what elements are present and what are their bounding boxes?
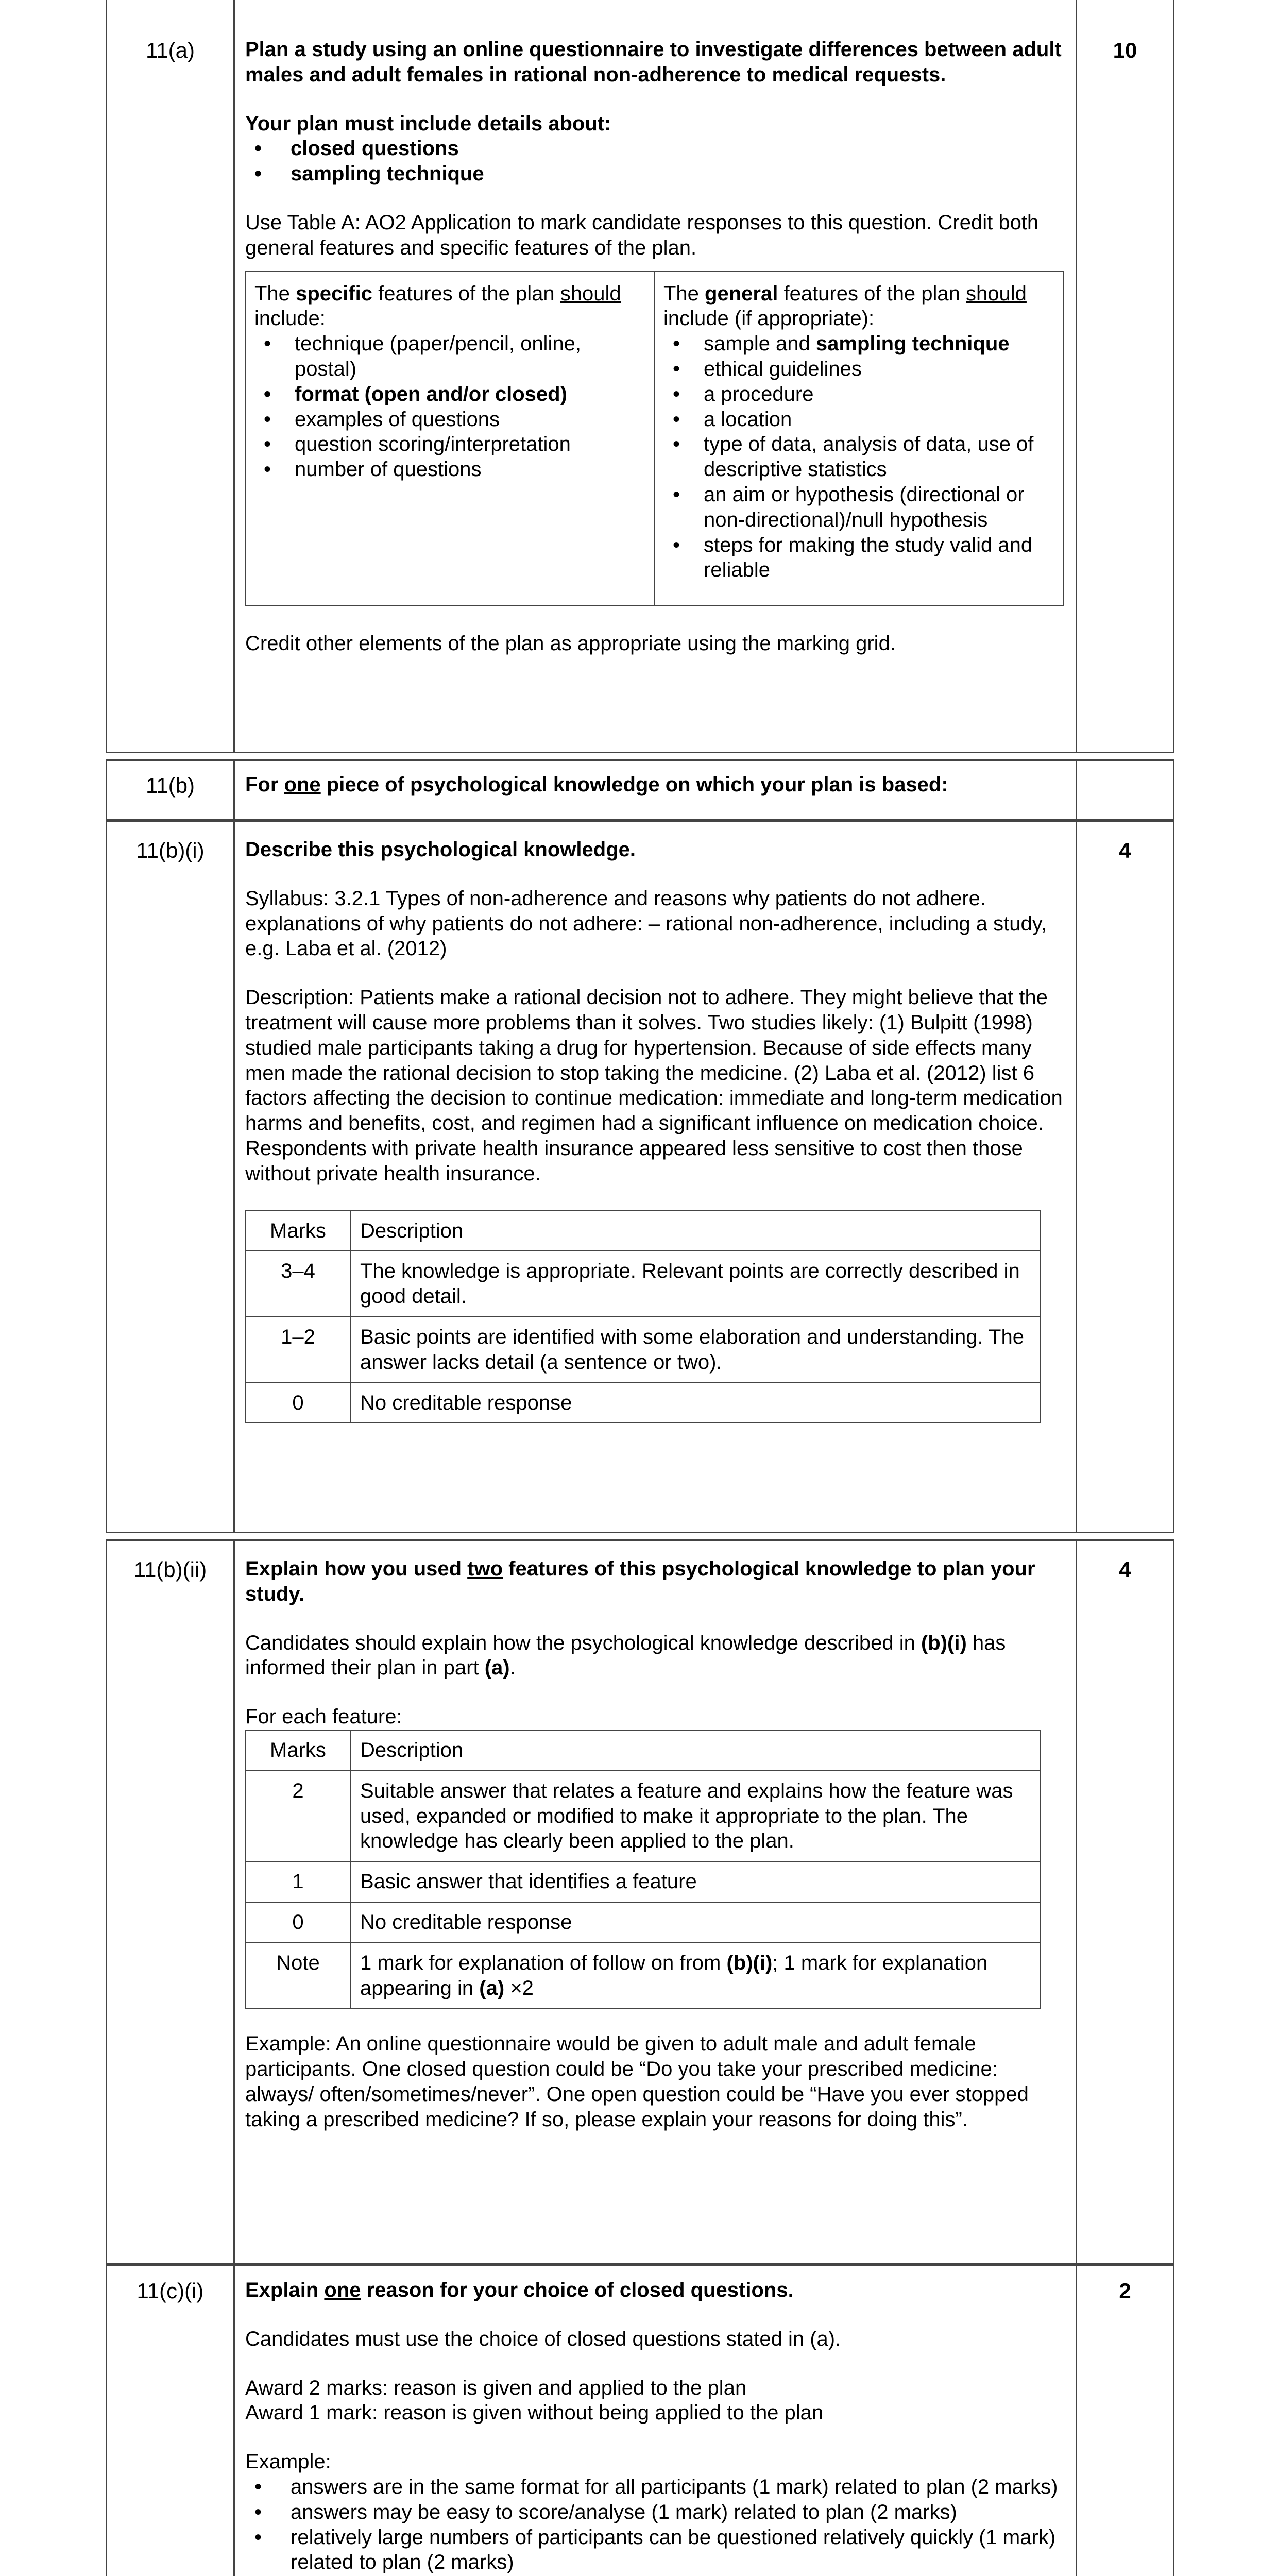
award-1-text: Award 1 mark: reason is given without being applied to the plan (245, 2401, 824, 2425)
list-item: • answers may be easy to score/analyse (1 mark) related to plan (2 marks) (245, 2500, 1064, 2525)
candidates-instruction: Candidates should explain how the psychological knowledge described in (b)(i) has informed their plan in part (a). (245, 1631, 1006, 1680)
question-number: 11(b)(ii) (133, 1557, 207, 1582)
list-item: • sample and sampling technique (663, 331, 1055, 357)
question-title: Describe this psychological knowledge. (245, 838, 636, 861)
features-table (245, 271, 1064, 607)
question-title: For one piece of psychological knowledge on which your plan is based: (245, 773, 948, 796)
example-list (245, 2475, 1064, 2575)
list-item: • question scoring/interpretation (254, 432, 646, 457)
table-row: 1 Basic answer that identifies a feature (246, 1861, 1041, 1902)
marks-table: Marks Description 2 Suitable answer that relates a feature and explains how the feature was used, expanded or modified to make it appropriate to the plan. The knowledge has clearly been applied to the plan. 1 Basic answer that identifies a feature 0 No creditable response Note 1 mark for explanation of follow on from (b)(i); 1 mark for explanation appearing in (a) ×2 (245, 1730, 1041, 2009)
table-row: 2 Suitable answer that relates a feature and explains how the feature was used, expanded or modified to make it appropriate to the plan. The knowledge has clearly been applied to the plan. (246, 1771, 1041, 1861)
example-text: Example: An online questionnaire would be given to adult male and adult female participants. One closed question could be “Do you take your prescribed medicine: always/ often/sometimes/never”. One open question could be “Have you ever stopped taking a prescribed medicine? If so, please explain your reasons for doing this”. (245, 2032, 1029, 2131)
include-heading: Your plan must include details about: (245, 112, 611, 135)
table-row: 1–2 Basic points are identified with some elaboration and understanding. The answer lacks detail (a sentence or two). (246, 1317, 1041, 1383)
question-marks: 4 (1119, 1557, 1131, 1582)
general-features-cell: The general features of the plan should include (if appropriate): • sample and sampling technique • ethical guidelines • a procedure • a location • type of data, analysis of data, use of descriptive statistics • an aim or hypothesis (directional or non-directional)/null hypothesis • steps for making the study valid and reliable (655, 272, 1064, 606)
syllabus-text: Syllabus: 3.2.1 Types of non-adherence and reasons why patients do not adhere. explanations of why patients do not adhere: – rational non-adherence, including a study, e.g. Laba et al. (2012) (245, 887, 1047, 960)
list-item: • sampling technique (245, 161, 1064, 187)
list-item: • a location (663, 407, 1055, 432)
question-11bii-section (106, 1539, 1174, 2265)
list-item: • format (open and/or closed) (254, 382, 646, 407)
candidates-instruction: Candidates must use the choice of closed questions stated in (a). (245, 2327, 841, 2350)
list-item: • ethical guidelines (663, 357, 1055, 382)
credit-other-text: Credit other elements of the plan as appropriate using the marking grid. (245, 632, 896, 655)
list-item: • examples of questions (254, 407, 646, 432)
list-item: • closed questions (245, 136, 1064, 161)
question-11a-section (106, 0, 1174, 753)
example-label: Example: (245, 2450, 331, 2473)
award-2-text: Award 2 marks: reason is given and applied to the plan (245, 2376, 747, 2399)
question-title: Explain one reason for your choice of closed questions. (245, 2279, 794, 2301)
question-title: Explain how you used two features of this psychological knowledge to plan your study. (245, 1557, 1035, 1605)
specific-features-cell: The specific features of the plan should include: • technique (paper/pencil, online, postal) • format (open and/or closed) • examples of questions • question scoring/interpretation • number of questions (246, 272, 655, 606)
list-item: • answers are in the same format for all participants (1 mark) related to plan (2 marks) (245, 2475, 1064, 2500)
list-item: • a procedure (663, 382, 1055, 407)
question-number: 11(b) (146, 773, 195, 798)
description-text: Description: Patients make a rational decision not to adhere. They might believe that the treatment will cause more problems than it solves. Two studies likely: (1) Bulpitt (1998) studied male participants taking a drug for hypertension. Because of side effects many men made the rational decision to stop taking the medicine. (2) Laba et al. (2012) list 6 factors affecting the decision to continue medication: immediate and long-term medication harms and benefits, cost, and regimen had a significant influence on medication choice. Respondents with private health insurance appeared less sensitive to cost then those without private health insurance. (245, 986, 1063, 1185)
question-number: 11(a) (146, 38, 195, 62)
for-each-label: For each feature: (245, 1705, 402, 1728)
question-marks: 10 (1113, 38, 1137, 62)
table-row: 0 No creditable response (246, 1902, 1041, 1943)
list-item: • an aim or hypothesis (directional or non-directional)/null hypothesis (663, 482, 1055, 533)
question-number: 11(c)(i) (137, 2279, 204, 2303)
list-item: • type of data, analysis of data, use of descriptive statistics (663, 432, 1055, 482)
table-row: 0 No creditable response (246, 1383, 1041, 1423)
list-item: • relatively large numbers of participants can be questioned relatively quickly (1 mark) related to plan (2 marks) (245, 2525, 1064, 2575)
question-11ci-section (106, 2265, 1174, 2576)
list-item: • steps for making the study valid and reliable (663, 533, 1055, 583)
question-11b-section (106, 759, 1174, 820)
marks-table: Marks Description 3–4 The knowledge is appropriate. Relevant points are correctly described in good detail. 1–2 Basic points are identified with some elaboration and understanding. The answer lacks detail (a sentence or two). 0 No creditable response (245, 1210, 1041, 1424)
use-table-instruction: Use Table A: AO2 Application to mark candidate responses to this question. Credit both general features and specific features of the plan. (245, 211, 1039, 259)
question-number: 11(b)(i) (136, 838, 205, 862)
list-item: • technique (paper/pencil, online, postal) (254, 331, 646, 382)
question-title: Plan a study using an online questionnaire to investigate differences between adult males and adult females in rational non-adherence to medical requests. (245, 38, 1062, 86)
list-item: • number of questions (254, 457, 646, 482)
table-row: 3–4 The knowledge is appropriate. Relevant points are correctly described in good detail. (246, 1251, 1041, 1317)
question-marks: 4 (1119, 838, 1131, 862)
include-list (245, 136, 1064, 187)
table-row: Note 1 mark for explanation of follow on from (b)(i); 1 mark for explanation appearing in (a) ×2 (246, 1943, 1041, 2009)
question-marks: 2 (1119, 2279, 1131, 2303)
question-11bi-section (106, 820, 1174, 1533)
